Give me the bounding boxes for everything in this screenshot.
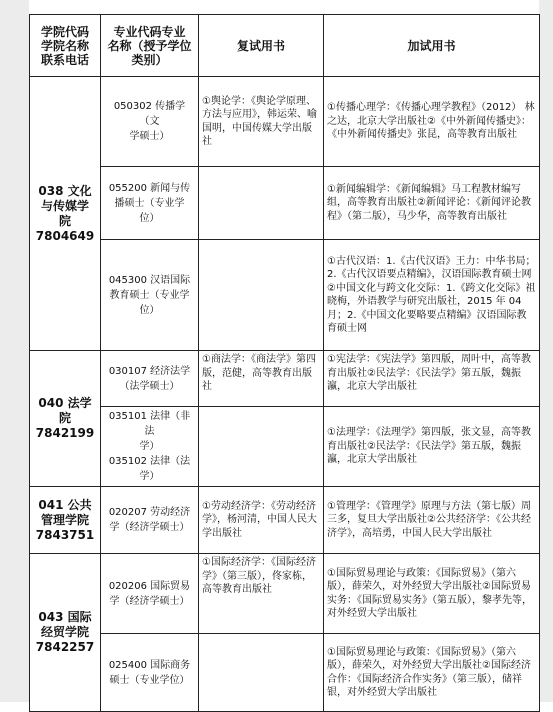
extra-books-cell: ①国际贸易理论与政策：《国际贸易》（第六版），薛荣久，对外经贸大学出版社②国际贸易实务：《国际贸易实务》（第五版），黎孝先等，对外经贸大学出版社 xyxy=(324,554,540,634)
header-row xyxy=(30,15,540,77)
major-cell: 020206 国际贸易 学（经济学硕士） xyxy=(101,554,199,634)
college-cell: 043 国际 经贸学院 7842257 xyxy=(30,554,101,712)
extra-books-cell: ①管理学：《管理学》原理与方法（第七版）周三多，复旦大学出版社②公共经济学：《公共经济学》，高培勇，中国人民大学出版社 xyxy=(324,487,540,554)
extra-books-cell: ①新闻编辑学：《新闻编辑》马工程教材编写组，高等教育出版社②新闻评论：《新闻评论教程》（第二版），马少华，高等教育出版社 xyxy=(324,167,540,240)
header-retest-books: 复试用书 xyxy=(199,15,324,77)
retest-books-cell xyxy=(199,407,324,487)
table-row xyxy=(30,77,540,167)
table-row xyxy=(30,634,540,712)
right-margin xyxy=(539,0,553,702)
extra-books-cell: ①宪法学：《宪法学》第四版，周叶中，高等教育出版社②民法学：《民法学》第五版，魏振瀛，北京大学出版社 xyxy=(324,351,540,407)
major-cell: 050302 传播学（文 学硕士） xyxy=(101,77,199,167)
college-cell: 041 公共 管理学院 7843751 xyxy=(30,487,101,554)
major-cell: 035101 法律（非法 学） 035102 法律（法 学） xyxy=(101,407,199,487)
retest-books-cell: ①劳动经济学：《劳动经济学》，杨河清，中国人民大学出版社 xyxy=(199,487,324,554)
major-cell: 045300 汉语国际 教育硕士（专业学 位） xyxy=(101,240,199,351)
major-cell: 025400 国际商务 硕士（专业学位） xyxy=(101,634,199,712)
retest-books-cell: ①舆论学：《舆论学原理、方法与应用》，韩运荣、喻国明，中国传媒大学出版社 xyxy=(199,77,324,167)
retest-books-cell xyxy=(199,240,324,351)
retest-books-cell xyxy=(199,634,324,712)
major-cell: 030107 经济法学 （法学硕士） xyxy=(101,351,199,407)
major-cell: 020207 劳动经济 学（经济学硕士） xyxy=(101,487,199,554)
left-margin xyxy=(0,0,29,702)
college-cell: 038 文化 与传媒学 院 7804649 xyxy=(30,77,101,351)
table-row xyxy=(30,351,540,407)
table-row xyxy=(30,554,540,634)
retest-books-cell xyxy=(199,167,324,240)
header-college: 学院代码 学院名称 联系电话 xyxy=(30,15,101,77)
table-row xyxy=(30,407,540,487)
table-row xyxy=(30,487,540,554)
extra-books-cell: ①国际贸易理论与政策：《国际贸易》（第六版），薛荣久，对外经贸大学出版社②国际经济合作：《国际经济合作实务》（第三版），储祥银，对外经贸大学出版社 xyxy=(324,634,540,712)
retest-books-cell: ①商法学：《商法学》第四版，范健，高等教育出版社 xyxy=(199,351,324,407)
extra-books-cell: ①传播心理学：《传播心理学教程》（2012） 林之达，北京大学出版社②《中外新闻传播史》：《中外新闻传播史》张昆，高等教育出版社 xyxy=(324,77,540,167)
extra-books-cell: ①法理学：《法理学》第四版，张文显，高等教育出版社②民法学：《民法学》第五版，魏振瀛，北京大学出版社 xyxy=(324,407,540,487)
header-major: 专业代码专业 名称（授予学位 类别） xyxy=(101,15,199,77)
major-cell: 055200 新闻与传 播硕士（专业学 位） xyxy=(101,167,199,240)
retest-books-cell: ①国际经济学：《国际经济学》（第三版），佟家栋，高等教育出版社 xyxy=(199,554,324,634)
table-row xyxy=(30,167,540,240)
table-row xyxy=(30,240,540,351)
book-list-table xyxy=(29,14,540,712)
college-cell: 040 法学 院 7842199 xyxy=(30,351,101,487)
extra-books-cell: ①古代汉语：1.《古代汉语》王力：中华书局；2.《古代汉语要点精编》，汉语国际教育硕士网 ②中国文化与跨文化交际：1.《跨文化交际》祖晓梅，外语教学与研究出版社，2015 年 04 月；2.《中国文化要略要点精编》汉语国际教育硕士网 xyxy=(324,240,540,351)
header-extra-books: 加试用书 xyxy=(324,15,540,77)
